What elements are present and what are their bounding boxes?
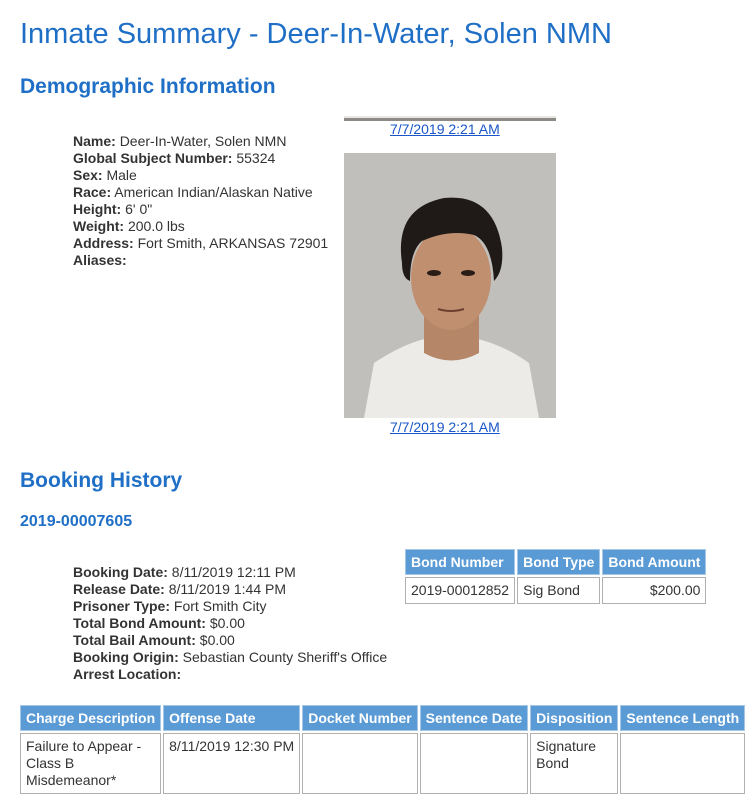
bond-table xyxy=(403,547,708,606)
field-value: Fort Smith City xyxy=(173,598,267,614)
field-label: Height: xyxy=(73,201,122,217)
field-label: Total Bond Amount: xyxy=(73,615,206,631)
page-title: Inmate Summary - Deer-In-Water, Solen NMN xyxy=(20,18,612,50)
offense-date-cell: 8/11/2019 12:30 PM xyxy=(163,733,300,794)
field-value: 8/11/2019 1:44 PM xyxy=(168,581,286,597)
disposition-cell: Signature Bond xyxy=(530,733,618,794)
table-row xyxy=(405,577,706,604)
booking-info xyxy=(73,564,387,683)
field-value: 200.0 lbs xyxy=(127,218,185,234)
photo-date-link-1[interactable]: 7/7/2019 2:21 AM xyxy=(390,121,500,137)
field-label: Prisoner Type: xyxy=(73,598,170,614)
height-row xyxy=(73,201,328,218)
arrest-location-row xyxy=(73,666,387,683)
sentence-date-cell xyxy=(420,733,528,794)
subject-number-row xyxy=(73,150,328,167)
table-row xyxy=(20,733,745,794)
field-value: 6' 0" xyxy=(125,201,153,217)
sentence-length-cell xyxy=(620,733,745,794)
demographic-info xyxy=(73,133,328,269)
bond-number-header[interactable]: Bond Number xyxy=(405,549,515,575)
sentence-date-header[interactable]: Sentence Date xyxy=(420,705,528,731)
charge-description-cell: Failure to Appear - Class B Misdemeanor* xyxy=(20,733,161,794)
sentence-length-header[interactable]: Sentence Length xyxy=(620,705,745,731)
field-label: Release Date: xyxy=(73,581,165,597)
offense-date-header[interactable]: Offense Date xyxy=(163,705,300,731)
bond-amount-cell: $200.00 xyxy=(602,577,706,604)
field-value: American Indian/Alaskan Native xyxy=(114,184,313,200)
booking-history-heading: Booking History xyxy=(20,469,183,492)
bond-amount-header[interactable]: Bond Amount xyxy=(602,549,706,575)
demographic-heading: Demographic Information xyxy=(20,75,276,98)
bond-header-row xyxy=(405,549,706,575)
total-bond-row xyxy=(73,615,387,632)
race-row xyxy=(73,184,328,201)
bond-number-cell: 2019-00012852 xyxy=(405,577,515,604)
field-value: $0.00 xyxy=(209,615,245,631)
field-value: $0.00 xyxy=(199,632,235,648)
field-label: Name: xyxy=(73,133,116,149)
field-value: Male xyxy=(106,167,137,183)
field-label: Booking Origin: xyxy=(73,649,179,665)
photo-date-link-2[interactable]: 7/7/2019 2:21 AM xyxy=(390,419,500,435)
field-label: Global Subject Number: xyxy=(73,150,233,166)
weight-row xyxy=(73,218,328,235)
field-value: 8/11/2019 12:11 PM xyxy=(171,564,296,580)
charge-description-header[interactable]: Charge Description xyxy=(20,705,161,731)
docket-number-header[interactable]: Docket Number xyxy=(302,705,417,731)
aliases-row xyxy=(73,252,328,269)
mugshot-image xyxy=(344,153,556,418)
booking-date-row xyxy=(73,564,387,581)
total-bail-row xyxy=(73,632,387,649)
field-label: Weight: xyxy=(73,218,125,234)
field-value: Deer-In-Water, Solen NMN xyxy=(119,133,287,149)
field-value: Fort Smith, ARKANSAS 72901 xyxy=(137,235,329,251)
disposition-header[interactable]: Disposition xyxy=(530,705,618,731)
field-label: Total Bail Amount: xyxy=(73,632,196,648)
field-label: Booking Date: xyxy=(73,564,168,580)
booking-origin-row xyxy=(73,649,387,666)
field-value: Sebastian County Sheriff's Office xyxy=(182,649,388,665)
bond-type-cell: Sig Bond xyxy=(517,577,600,604)
field-label: Race: xyxy=(73,184,112,200)
field-label: Arrest Location: xyxy=(73,666,182,682)
field-label: Aliases: xyxy=(73,252,127,268)
field-label: Address: xyxy=(73,235,134,251)
address-row xyxy=(73,235,328,252)
sex-row xyxy=(73,167,328,184)
charges-header-row xyxy=(20,705,745,731)
field-value: 55324 xyxy=(236,150,276,166)
prisoner-type-row xyxy=(73,598,387,615)
booking-number: 2019-00007605 xyxy=(20,513,133,530)
docket-number-cell xyxy=(302,733,417,794)
charges-table xyxy=(18,703,747,796)
booking-photo-2[interactable] xyxy=(344,153,556,418)
release-date-row xyxy=(73,581,387,598)
field-label: Sex: xyxy=(73,167,103,183)
name-row xyxy=(73,133,328,150)
bond-type-header[interactable]: Bond Type xyxy=(517,549,600,575)
